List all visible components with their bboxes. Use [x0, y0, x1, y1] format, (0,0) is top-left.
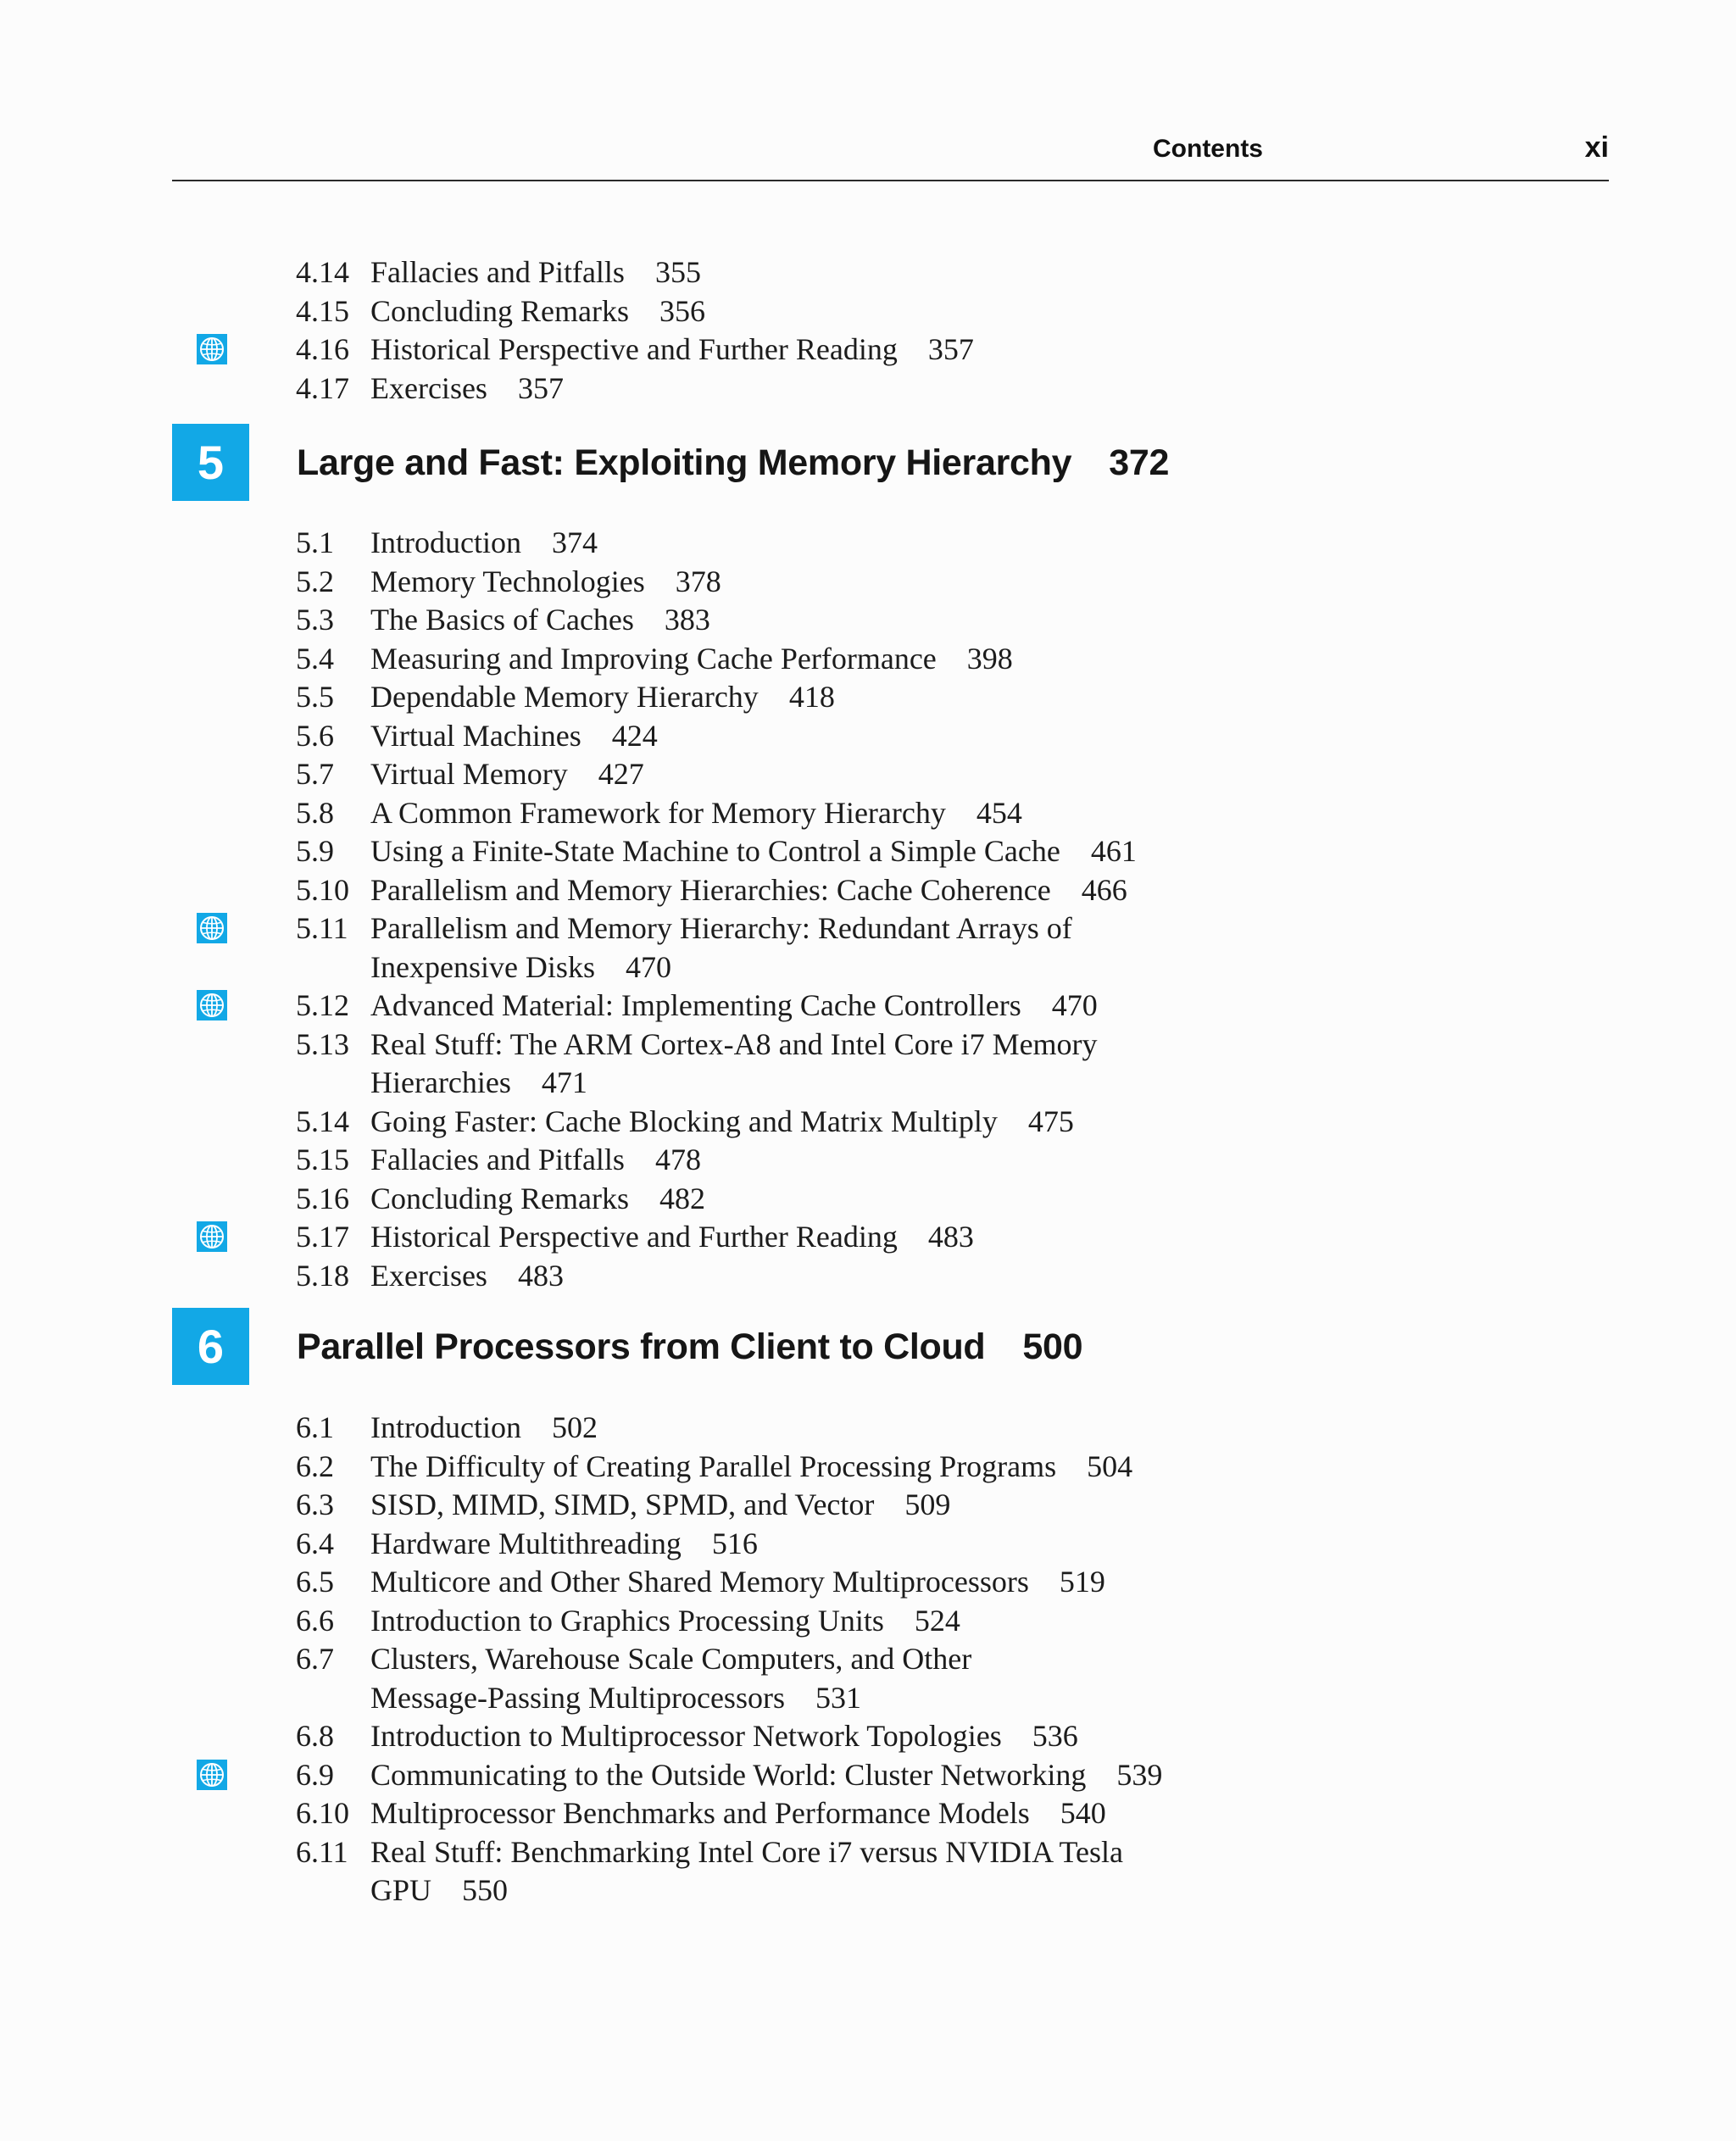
section-page: 550 [462, 1873, 509, 1907]
section-title-text: Hierarchies [370, 1065, 511, 1099]
section-page: 483 [927, 1220, 974, 1254]
section-number: 6.4 [296, 1526, 334, 1560]
section-number: 5.6 [296, 718, 334, 753]
section-number: 6.7 [296, 1642, 334, 1676]
section-title [370, 1485, 950, 1524]
section-title-text: Dependable Memory Hierarchy [370, 680, 759, 714]
section-title-text: Advanced Material: Implementing Cache Controllers [370, 988, 1021, 1022]
section-title [370, 1025, 1098, 1064]
section-title-text: Introduction to Graphics Processing Units [370, 1603, 884, 1638]
section-title-text: Fallacies and Pitfalls [370, 255, 625, 289]
section-title [370, 870, 1127, 909]
section-page: 418 [788, 680, 835, 714]
section-title [370, 1639, 971, 1678]
section-page: 475 [1027, 1104, 1074, 1138]
section-number: 4.14 [296, 255, 349, 289]
chapter-page: 372 [1109, 442, 1170, 483]
section-page: 519 [1059, 1565, 1105, 1599]
section-title [370, 1217, 974, 1256]
section-page: 536 [1032, 1719, 1078, 1753]
section-number: 4.17 [296, 370, 349, 405]
section-number: 5.13 [296, 1026, 349, 1061]
section-title-text: Exercises [370, 1258, 487, 1293]
section-page: 482 [659, 1181, 705, 1215]
section-number: 5.1 [296, 526, 334, 559]
section-title-continued [370, 1063, 587, 1102]
section-number: 5.8 [296, 795, 334, 830]
section-number: 5.12 [296, 988, 349, 1022]
section-page: 424 [611, 718, 658, 753]
chapter-number-box: 5 [172, 424, 249, 501]
section-number: 6.1 [296, 1410, 334, 1444]
chapter-number-box: 6 [172, 1308, 249, 1385]
section-number: 6.9 [296, 1757, 334, 1792]
section-page: 357 [517, 370, 564, 405]
web-content-icon [197, 334, 227, 364]
section-number: 5.18 [296, 1258, 349, 1293]
section-number: 4.15 [296, 293, 349, 328]
section-number: 6.10 [296, 1796, 349, 1830]
section-title-text: Communicating to the Outside World: Cluster Networking [370, 1757, 1087, 1792]
section-title [370, 523, 598, 562]
section-page: 374 [551, 526, 598, 559]
section-page: 470 [1051, 988, 1098, 1022]
section-title [370, 1793, 1106, 1832]
section-title-text: A Common Framework for Memory Hierarchy [370, 795, 946, 830]
section-page: 461 [1090, 834, 1137, 868]
section-page: 516 [711, 1526, 758, 1560]
section-title [370, 1179, 705, 1218]
section-title [370, 562, 721, 601]
section-page: 427 [598, 757, 644, 791]
section-page: 383 [664, 603, 710, 637]
web-content-icon [197, 990, 227, 1020]
section-title-text: SISD, MIMD, SIMD, SPMD, and Vector [370, 1488, 875, 1521]
section-title-text: Exercises [370, 370, 487, 405]
section-page: 466 [1081, 872, 1127, 907]
section-title-continued [370, 1678, 861, 1717]
section-page: 454 [976, 795, 1022, 830]
section-number: 5.2 [296, 564, 334, 598]
section-title-text: The Basics of Caches [370, 603, 634, 637]
section-number: 5.14 [296, 1104, 349, 1138]
section-title [370, 1524, 758, 1563]
section-title [370, 1408, 598, 1447]
section-page: 398 [966, 641, 1013, 676]
section-title-text: Parallelism and Memory Hierarchies: Cache Coherence [370, 872, 1051, 907]
section-title [370, 1447, 1132, 1486]
section-title-text: The Difficulty of Creating Parallel Processing Programs [370, 1449, 1057, 1483]
section-title [370, 1755, 1162, 1794]
section-number: 5.16 [296, 1181, 349, 1215]
section-title-text: Concluding Remarks [370, 1181, 629, 1215]
section-title-text: Message-Passing Multiprocessors [370, 1680, 785, 1715]
section-page: 378 [675, 564, 721, 598]
section-title [370, 793, 1022, 832]
section-page: 356 [659, 293, 705, 328]
section-title-text: Introduction [370, 1410, 521, 1444]
section-title-continued [370, 1871, 508, 1910]
section-number: 5.3 [296, 603, 334, 637]
section-title-text: Concluding Remarks [370, 293, 629, 328]
section-title [370, 1140, 701, 1179]
section-page: 470 [625, 949, 671, 984]
header-label: Contents [1153, 135, 1263, 163]
section-title-text: Measuring and Improving Cache Performance [370, 641, 937, 676]
section-title [370, 1601, 960, 1640]
section-number: 6.6 [296, 1603, 334, 1638]
section-number: 6.5 [296, 1565, 334, 1599]
section-page: 504 [1087, 1449, 1133, 1483]
section-page: 531 [815, 1680, 861, 1715]
section-title-text: Inexpensive Disks [370, 949, 595, 984]
section-number: 5.7 [296, 757, 334, 791]
section-title-text: Historical Perspective and Further Reading [370, 1220, 898, 1254]
section-title-text: Multiprocessor Benchmarks and Performance Models [370, 1796, 1030, 1830]
section-number: 5.5 [296, 680, 334, 714]
section-page: 509 [904, 1488, 951, 1521]
web-content-icon [197, 1760, 227, 1790]
section-title-text: Real Stuff: Benchmarking Intel Core i7 versus NVIDIA Tesla [370, 1834, 1123, 1869]
section-title-text: Hardware Multithreading [370, 1526, 682, 1560]
section-title [370, 831, 1137, 870]
section-title [370, 369, 564, 408]
section-title [370, 716, 658, 755]
section-title-text: Virtual Memory [370, 757, 568, 791]
section-number: 5.17 [296, 1220, 349, 1254]
section-number: 6.2 [296, 1449, 334, 1483]
section-title-text: Clusters, Warehouse Scale Computers, and Other [370, 1642, 972, 1676]
section-title [370, 754, 644, 793]
section-page: 539 [1116, 1757, 1163, 1792]
section-number: 4.16 [296, 332, 349, 366]
section-number: 5.11 [296, 911, 348, 945]
section-page: 540 [1060, 1796, 1106, 1830]
web-content-icon [197, 1221, 227, 1252]
section-title-text: Fallacies and Pitfalls [370, 1143, 625, 1176]
section-title-text: GPU [370, 1873, 432, 1907]
section-number: 5.4 [296, 641, 334, 676]
section-title-text: Using a Finite-State Machine to Control a Simple Cache [370, 834, 1060, 868]
chapter-title-text: Large and Fast: Exploiting Memory Hierarchy [297, 442, 1072, 483]
section-title [370, 909, 1072, 948]
section-title-text: Real Stuff: The ARM Cortex-A8 and Intel Core i7 Memory [370, 1026, 1098, 1061]
section-title-continued [370, 948, 671, 987]
section-title-text: Parallelism and Memory Hierarchy: Redundant Arrays of [370, 911, 1072, 945]
section-title [370, 986, 1098, 1025]
section-title [370, 330, 974, 369]
section-number: 5.9 [296, 834, 334, 868]
chapter-title [297, 437, 1169, 488]
section-title-text: Introduction to Multiprocessor Network Topologies [370, 1719, 1002, 1753]
section-title-text: Introduction [370, 526, 521, 559]
section-title-text: Historical Perspective and Further Reading [370, 332, 898, 366]
section-page: 471 [541, 1065, 587, 1099]
section-number: 5.15 [296, 1143, 349, 1176]
header-rule [172, 180, 1609, 181]
section-title-text: Multicore and Other Shared Memory Multiprocessors [370, 1565, 1029, 1599]
section-title [370, 1102, 1074, 1141]
section-number: 6.8 [296, 1719, 334, 1753]
section-title [370, 639, 1013, 678]
section-title-text: Virtual Machines [370, 718, 581, 753]
section-title [370, 253, 701, 292]
section-title-text: Going Faster: Cache Blocking and Matrix Multiply [370, 1104, 998, 1138]
section-title [370, 1562, 1105, 1601]
chapter-title-text: Parallel Processors from Client to Cloud [297, 1326, 986, 1367]
web-content-icon [197, 913, 227, 943]
chapter-title [297, 1321, 1082, 1372]
section-number: 6.3 [296, 1488, 334, 1521]
section-number: 5.10 [296, 872, 349, 907]
section-page: 524 [914, 1603, 960, 1638]
section-page: 357 [927, 332, 974, 366]
section-page: 483 [517, 1258, 564, 1293]
section-page: 502 [551, 1410, 598, 1444]
section-title [370, 1256, 564, 1295]
section-title [370, 1832, 1123, 1871]
section-title [370, 677, 835, 716]
section-title [370, 292, 705, 331]
section-title [370, 600, 710, 639]
section-title [370, 1716, 1078, 1755]
section-page: 355 [654, 255, 701, 289]
section-page: 478 [654, 1143, 701, 1176]
section-title-text: Memory Technologies [370, 564, 645, 598]
chapter-page: 500 [1022, 1326, 1083, 1367]
section-number: 6.11 [296, 1834, 348, 1869]
page-number: xi [1584, 131, 1609, 164]
